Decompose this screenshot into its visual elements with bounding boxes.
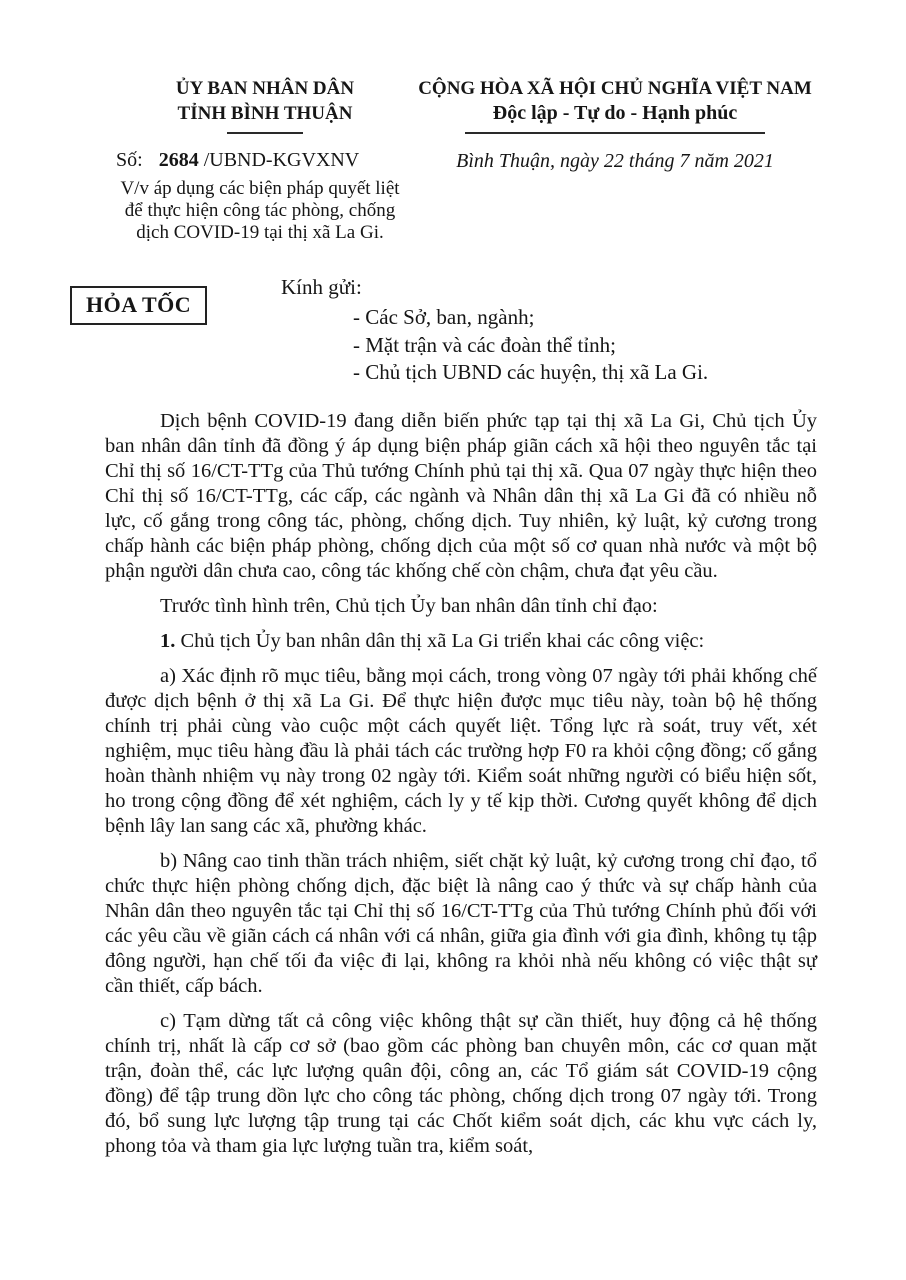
body-paragraph-item-c [105, 1009, 817, 1159]
body-paragraph-directive [105, 594, 817, 619]
recipients-block [281, 274, 708, 387]
recipient-item: - Các Sở, ban, ngành; [353, 305, 535, 329]
document-number-line [116, 149, 359, 172]
national-header [390, 76, 840, 134]
paragraph-text: c) Tạm dừng tất cả công việc không thật sự cần thiết, huy động cả hệ thống chính trị, nhất là cấp cơ sở (bao gồm các phòng ban chuyên môn, các cơ quan mặt trận, đoàn thể, các lực lượng quân đội, công an, các Tổ giám sát COVID-19 cộng đồng) để tập trung dồn lực cho công tác phòng, chống dịch trong 07 ngày tới. Trong đó, bổ sung lực lượng tập trung tại các Chốt kiểm soát dịch, các khu vực cách ly, phong tỏa và tham gia lực lượng tuần tra, kiểm soát, [105, 1010, 817, 1157]
recipient-item: - Chủ tịch UBND các huyện, thị xã La Gi. [353, 360, 709, 384]
paragraph-text: b) Nâng cao tinh thần trách nhiệm, siết chặt kỷ luật, kỷ cương trong chỉ đạo, tổ chức thực hiện phòng chống dịch, đặc biệt là nâng cao ý thức và sự chấp hành của Nhân dân theo nguyên tắc tại Chỉ thị số 16/CT-TTg của Thủ tướng Chính phủ đối với các yêu cầu về giãn cách cá nhân với cá nhân, giữa gia đình với gia đình, không tụ tập đông người, hạn chế tối đa việc đi lại, không ra khỏi nhà nếu không có việc thật sự cần thiết, cấp bách. [105, 850, 817, 997]
national-title: CỘNG HÒA XÃ HỘI CHỦ NGHĨA VIỆT NAM [418, 78, 812, 99]
body-paragraph-item-a [105, 664, 817, 839]
document-number-label: Số: [116, 149, 143, 171]
document-number-value: 2684 [158, 149, 199, 171]
body-paragraph-item-1 [105, 629, 817, 654]
paragraph-text: Dịch bệnh COVID-19 đang diễn biến phức tạp tại thị xã La Gi, Chủ tịch Ủy ban nhân dân tỉnh đã đồng ý áp dụng biện pháp giãn cách xã hội theo nguyên tắc tại Chỉ thị số 16/CT-TTg của Thủ tướng Chính phủ tại thị xã. Qua 07 ngày thực hiện theo Chỉ thị số 16/CT-TTg, các cấp, các ngành và Nhân dân thị xã La Gi đã có nhiều nỗ lực, cố gắng trong công tác, phòng, chống dịch. Tuy nhiên, kỷ luật, kỷ cương trong chấp hành các biện pháp phòng, chống dịch của một số cơ quan nhà nước và một bộ phận người dân chưa cao, công tác khống chế còn chậm, chưa đạt yêu cầu. [105, 410, 817, 582]
document-body [105, 409, 817, 1169]
org-header-underline [227, 132, 303, 134]
body-paragraph-item-b [105, 849, 817, 999]
org-name-line2: TỈNH BÌNH THUẬN [177, 103, 353, 124]
document-subject: V/v áp dụng các biện pháp quyết liệt để thực hiện công tác phòng, chống dịch COVID-19 tại thị xã La Gi. [120, 178, 400, 243]
org-name-line1: ỦY BAN NHÂN DÂN [175, 78, 355, 99]
paragraph-lead: 1. [160, 630, 176, 652]
paragraph-text: Trước tình hình trên, Chủ tịch Ủy ban nhân dân tỉnh chỉ đạo: [160, 595, 658, 617]
body-paragraph-intro [105, 409, 817, 584]
paragraph-text: Chủ tịch Ủy ban nhân dân thị xã La Gi triển khai các công việc: [175, 630, 705, 652]
recipients-label: Kính gửi: [281, 275, 362, 299]
recipients-list [353, 304, 708, 387]
national-motto: Độc lập - Tự do - Hạnh phúc [492, 102, 738, 124]
urgency-stamp: HỎA TỐC [70, 286, 207, 325]
document-number-suffix: /UBND-KGVXNV [203, 149, 360, 171]
paragraph-text: a) Xác định rõ mục tiêu, bằng mọi cách, trong vòng 07 ngày tới phải khống chế được dịch bệnh ở thị xã La Gi. Để thực hiện được mục tiêu này, toàn bộ hệ thống chính trị phải cùng vào cuộc một cách quyết liệt. Tổng lực rà soát, truy vết, xét nghiệm, mục tiêu hàng đầu là phải tách các trường hợp F0 ra khỏi cộng đồng; cố gắng hoàn thành nhiệm vụ này trong 02 ngày tới. Kiểm soát những người có biểu hiện sốt, ho trong cộng đồng để xét nghiệm, cách ly y tế kịp thời. Cương quyết không để dịch bệnh lây lan sang các xã, phường khác. [105, 665, 817, 837]
place-date-line: Bình Thuận, ngày 22 tháng 7 năm 2021 [456, 150, 774, 172]
issuing-org-header [110, 76, 420, 134]
recipient-item: - Mặt trận và các đoàn thể tỉnh; [353, 332, 616, 357]
national-header-underline [465, 132, 765, 134]
